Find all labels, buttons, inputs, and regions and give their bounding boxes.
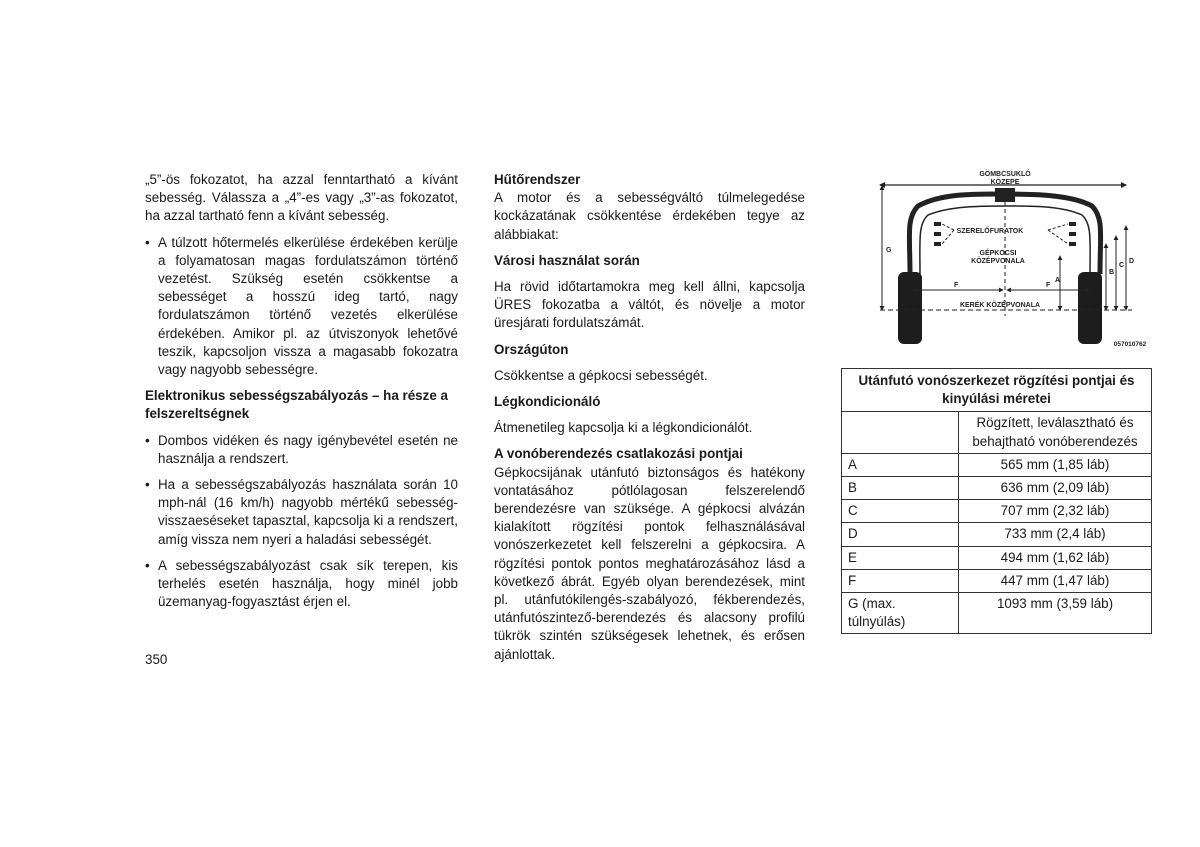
row-value: 636 mm (2,09 láb) (959, 477, 1152, 500)
letter-d: D (1129, 258, 1135, 265)
row-label: E (842, 546, 959, 569)
letter-f-left: F (954, 282, 959, 289)
table-row (842, 500, 1152, 523)
row-label: B (842, 477, 959, 500)
row-label: G (max. túlnyúlás) (842, 593, 959, 634)
hitch-spec-table (841, 368, 1152, 634)
bullet-cruise-3: • A sebességszabályozást csak sík terepen, kis terhelés esetén használja, hogy minél jobb üzemanyag-fogyasztást érjen el. (145, 557, 458, 612)
row-value: 494 mm (1,62 láb) (959, 546, 1152, 569)
label-ball-2: KÖZEPE (990, 179, 1020, 186)
bullet-cruise-2: • Ha a sebességszabályozás használata során 10 mph-nál (16 km/h) nagyobb mértékű sebesség-visszaeséseket tapasztal, kapcsolja ki a rendszert, amíg vissza nem nyeri a haladási sebességét. (145, 476, 458, 549)
cruise-list (145, 432, 458, 612)
label-vehicle-center-1: GÉPKOCSI (979, 250, 1017, 257)
continuation-paragraph: „5”-ös fokozatot, ha azzal fenntartható a kívánt sebesség. Válassza a „4”-es vagy „3”-as fokozatot, ha azzal tartható fenn a kívánt sebesség. (145, 172, 458, 224)
heading-hitch: A vonóberendezés csatlakozási pontjai (494, 446, 743, 462)
ac-text: Átmenetileg kapcsolja ki a légkondicionálót. (494, 420, 753, 436)
letter-g: G (886, 247, 892, 254)
hitch-text: Gépkocsijának utánfutó biztonságos és hatékony vontatásához pótlólagosan felszerelendő berendezésre van szüksége. A gépkocsi alvázán kialakított rögzítési pontok felhasználásával vonószerkezetet kell felszerelni a gépkocsira. A rögzítési pontok pontos meghatározásához lásd a következő ábrát. Egyéb olyan berendezések, mint pl. utánfutókilengés-szabályozó, fékberendezés, utánfutószintező-berendezés és alacsony profilú tükrök szintén szükségesek lehetnek, és erősen ajánlottak. (494, 464, 805, 662)
table-row (842, 546, 1152, 569)
label-wheel-center: KERÉK KÖZÉPVONALA (959, 302, 1041, 309)
letter-f-right: F (1046, 282, 1051, 289)
diagram-code: 057010762 (1113, 341, 1147, 348)
letter-c: C (1119, 262, 1125, 269)
row-label: C (842, 500, 959, 523)
table-row (842, 593, 1152, 634)
overheat-list (145, 234, 458, 380)
hitch-receiver (995, 188, 1015, 202)
letter-b: B (1109, 269, 1115, 276)
letter-a: A (1055, 277, 1061, 284)
row-label: F (842, 569, 959, 592)
heading-ac: Légkondicionáló (494, 394, 601, 410)
row-value: 733 mm (2,4 láb) (959, 523, 1152, 546)
row-label: D (842, 523, 959, 546)
table-row (842, 453, 1152, 476)
right-tire (1078, 272, 1102, 344)
label-mounting-holes: SZERELŐFURATOK (956, 228, 1024, 235)
city-text: Ha rövid időtartamokra meg kell állni, kapcsolja ÜRES fokozatba a váltót, és növelje a motor üresjárati fordulatszámát. (494, 279, 805, 331)
row-value: 447 mm (1,47 láb) (959, 569, 1152, 592)
highway-text: Csökkentse a gépkocsi sebességét. (494, 367, 708, 383)
hitch-diagram (870, 166, 1156, 356)
middle-column (494, 171, 805, 664)
row-label: A (842, 453, 959, 476)
heading-city: Városi használat során (494, 252, 640, 268)
table-row (842, 477, 1152, 500)
table-header-empty (842, 412, 959, 453)
table-row (842, 523, 1152, 546)
row-value: 1093 mm (3,59 láb) (959, 593, 1152, 634)
row-value: 707 mm (2,32 láb) (959, 500, 1152, 523)
cooling-intro: A motor és a sebességváltó túlmelegedése kockázatának csökkentése érdekében tegye az alábbiakat: (494, 190, 805, 242)
row-value: 565 mm (1,85 láb) (959, 453, 1152, 476)
heading-highway: Országúton (494, 341, 569, 357)
table-column-header: Rögzített, leválasztható és behajtható vonóberendezés (959, 412, 1152, 453)
left-tire (898, 272, 922, 344)
heading-cooling: Hűtőrendszer (494, 172, 581, 187)
table-title: Utánfutó vonószerkezet rögzítési pontjai és kinyúlási méretei (842, 369, 1152, 412)
table-row (842, 569, 1152, 592)
bullet-overheat: • A túlzott hőtermelés elkerülése érdekében kerülje a folyamatosan magas fordulatszámon történő vezetést. Szükség esetén csökkentse a sebességet a hosszú ideg tartó, nagy fordulatszámon történő vezetés elkerülése érdekében. Amikor pl. az útviszonyok lehetővé teszik, kapcsoljon vissza a magasabb fokozatra vagy nagyobb sebességre. (145, 234, 458, 380)
bullet-cruise-1: • Dombos vidéken és nagy igénybevétel esetén ne használja a rendszert. (145, 432, 458, 468)
page-number: 350 (145, 652, 168, 667)
heading-cruise-control: Elektronikus sebességszabályozás – ha része a felszereltségnek (145, 388, 448, 422)
label-ball-1: GÖMBCSUKLÓ (979, 171, 1031, 178)
left-column (145, 171, 458, 611)
label-vehicle-center-2: KÖZÉPVONALA (971, 258, 1025, 265)
